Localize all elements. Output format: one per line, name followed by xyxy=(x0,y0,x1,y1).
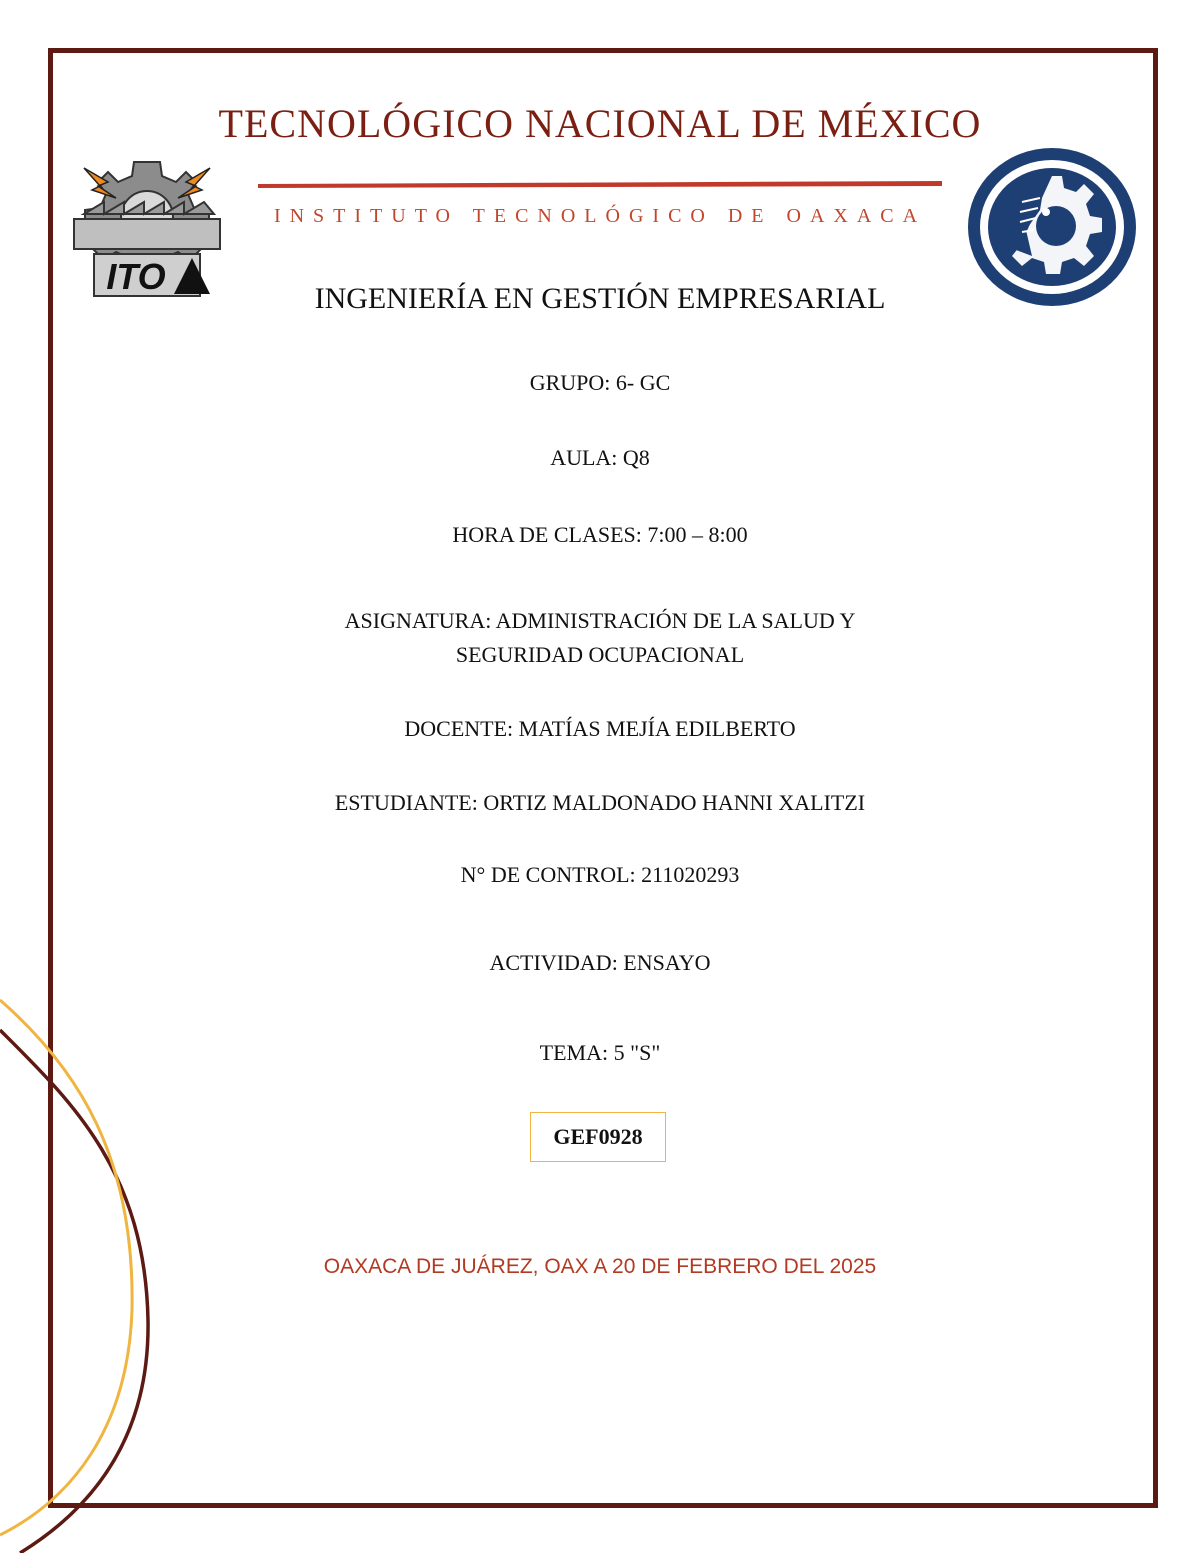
group-field: GRUPO: 6- GC xyxy=(529,370,671,395)
subject-field-line1: ASIGNATURA: ADMINISTRACIÓN DE LA SALUD Y xyxy=(344,608,856,633)
activity-field: ACTIVIDAD: ENSAYO xyxy=(489,950,711,975)
student-field: ESTUDIANTE: ORTIZ MALDONADO HANNI XALITZI xyxy=(334,790,866,815)
svg-text:ITO: ITO xyxy=(106,256,166,297)
teacher-field: DOCENTE: MATÍAS MEJÍA EDILBERTO xyxy=(404,716,796,741)
decorative-swirl xyxy=(0,990,170,1553)
institute-subtitle: INSTITUTO TECNOLÓGICO DE OAXACA xyxy=(273,205,927,227)
course-code: GEF0928 xyxy=(553,1124,643,1149)
class-time-field: HORA DE CLASES: 7:00 – 8:00 xyxy=(452,522,748,547)
career-name: INGENIERÍA EN GESTIÓN EMPRESARIAL xyxy=(314,282,886,315)
classroom-field: AULA: Q8 xyxy=(550,445,650,470)
topic-field: TEMA: 5 "S" xyxy=(539,1040,661,1065)
place-date: OAXACA DE JUÁREZ, OAX A 20 DE FEBRERO DEL 2025 xyxy=(323,1255,877,1278)
control-number-field: N° DE CONTROL: 211020293 xyxy=(460,862,740,887)
subject-field-line2: SEGURIDAD OCUPACIONAL xyxy=(455,642,745,667)
title-underline xyxy=(258,178,942,192)
institution-title: TECNOLÓGICO NACIONAL DE MÉXICO xyxy=(218,101,982,146)
course-code-box xyxy=(530,1112,666,1162)
